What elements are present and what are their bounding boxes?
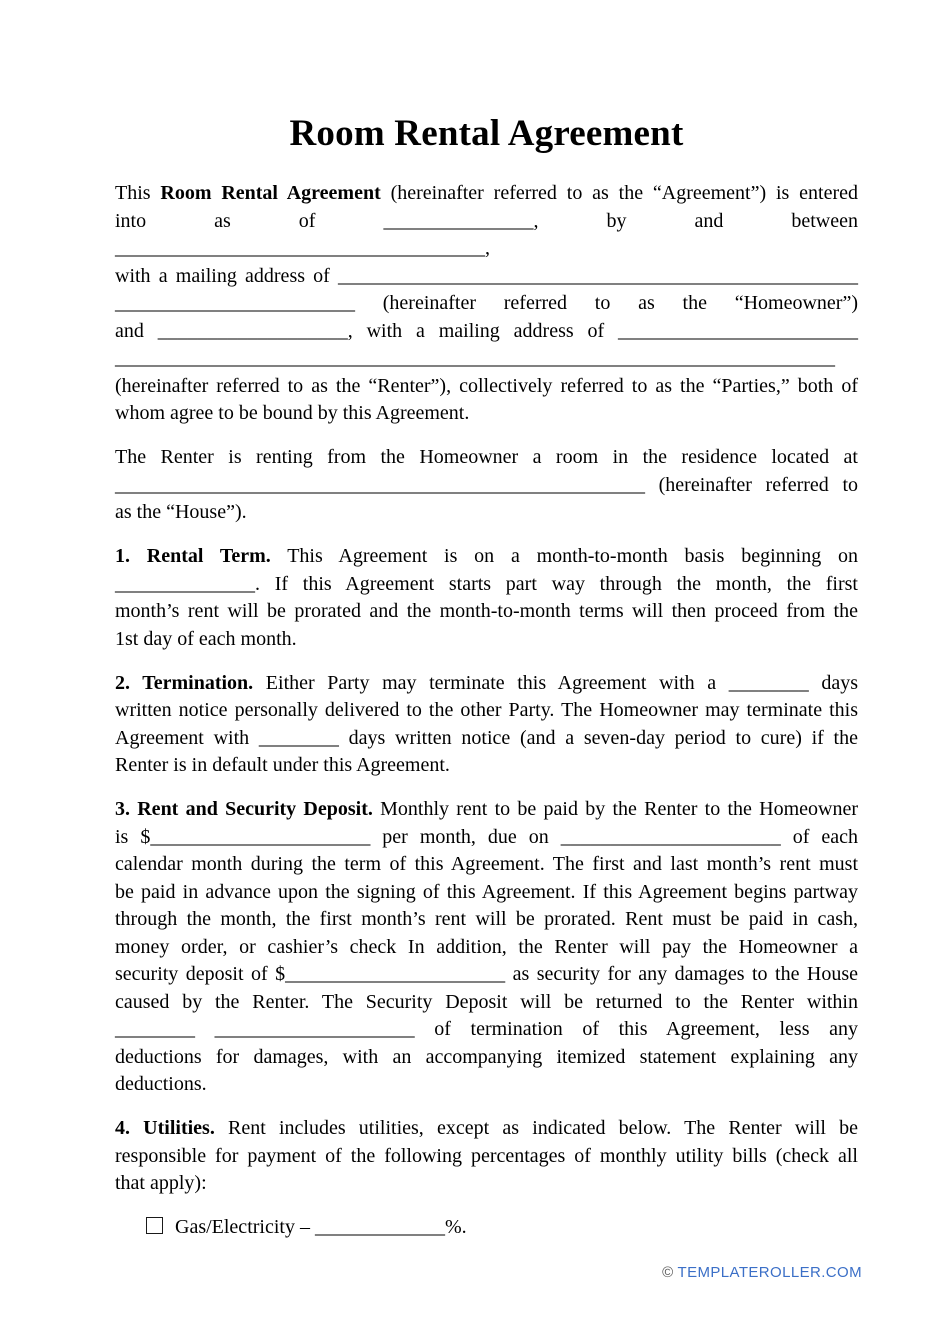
text-line [115,989,858,1017]
text-run: 1st day of each month. [115,627,297,650]
text-run: responsible for payment of the following percentages of monthly utility bills (check all [115,1144,858,1167]
blank-field: ________________________ [618,319,858,342]
document-title: Room Rental Agreement [289,113,684,154]
text-run: money order, or cashier’s check In addition, the Renter will pay the Homeowner a [115,935,858,958]
text-run: This Agreement is on a month-to-month basis beginning on [270,545,859,567]
text-run: , [485,237,490,259]
text-run: Either Party may terminate this Agreement with a [253,671,729,694]
text-line [115,598,858,626]
text-run: The Renter is renting from the Homeowner a room in the residence located at [115,446,858,468]
text-run: through the month, the first month’s rent will be prorated. Rent must be paid in cash, [115,908,858,930]
blank-field: ______________________ [560,825,781,848]
text-line [115,1170,858,1198]
text-line [115,879,858,907]
blank-field: ________________________ [115,292,355,314]
blank-field: ______________ [115,572,255,595]
text-run: per month, due on [370,825,561,848]
checkbox-item-suffix: %. [444,1216,467,1238]
text-run: Renter is in default under this Agreement. [115,754,450,776]
text-run: with a mailing address of [115,264,338,287]
text-line [115,697,858,725]
text-line [115,906,858,934]
text-run: as the “House”). [115,501,247,523]
text-line [115,670,858,698]
bold-text-run: 3. Rent and Security Deposit. [115,798,373,820]
text-line [115,851,858,879]
text-line [115,444,858,472]
text-line [115,626,858,654]
blank-field: ________ [115,1018,195,1040]
text-run: security deposit of $ [115,963,286,985]
text-run: days written notice (and a seven-day period to cure) if the [338,726,858,749]
text-run: of each [780,825,858,848]
text-run: be paid in advance upon the signing of this Agreement. If this Agreement begins partway [115,880,858,903]
text-run: as security for any damages to the House [505,963,859,985]
copyright-icon: © [662,1264,674,1281]
utilities-checklist-item-gas-electricity [115,1214,858,1242]
text-line [115,499,858,527]
text-line [115,824,858,852]
bold-text-run: 2. Termination. [115,671,254,694]
text-line [115,1071,858,1099]
text-run: Rent includes utilities, except as indicated below. The Renter will be [214,1117,859,1139]
text-line [115,1044,858,1072]
text-run: of termination of this Agreement, less any [414,1018,858,1040]
gas-electricity-checkbox[interactable] [146,1217,163,1234]
text-line [115,1016,858,1044]
text-line [115,290,858,318]
text-line [115,208,858,263]
blank-field: ________ [258,726,339,749]
blank-field: ______________________ [150,825,371,848]
document-body [115,180,858,1198]
text-run: (hereinafter referred to as the “Renter”), collectively referred to as the “Parties,” both of [115,374,858,397]
text-run: caused by the Renter. The Security Deposit will be returned to the Renter within [115,990,858,1013]
text-run: . If this Agreement starts part way through the month, the first [255,572,858,595]
text-line [115,263,858,291]
bold-text-run: 4. Utilities. [115,1117,215,1139]
text-line [115,961,858,989]
bold-text-run: 1. Rental Term. [115,545,271,567]
text-run: Monthly rent to be paid by the Renter to the Homeowner [372,798,859,820]
text-line [115,543,858,571]
blank-field: _____________________________________________________ [115,473,645,496]
text-run: whom agree to be bound by this Agreement. [115,402,470,424]
text-line [115,373,858,401]
text-line [115,796,858,824]
text-run: Agreement with [115,726,259,749]
text-line [115,1115,858,1143]
text-run: deductions. [115,1073,207,1095]
checkbox-item-label: Gas/Electricity – [175,1216,315,1238]
premises-paragraph [115,444,858,527]
text-run: (hereinafter referred to as the “Homeowner”) [355,292,858,314]
text-line [115,318,858,346]
text-run: is $ [115,825,151,848]
text-run: written notice personally delivered to the other Party. The Homeowner may terminate this [115,699,858,721]
blank-field: ____________________ [214,1018,415,1040]
text-line [115,1143,858,1171]
text-line [115,180,858,208]
text-run: calendar month during the term of this Agreement. The first and last month’s rent must [115,853,858,875]
text-line [115,725,858,753]
section-4-utilities [115,1115,858,1198]
text-run: deductions for damages, with an accompanying itemized statement explaining any [115,1045,858,1068]
text-run: into as of [115,209,384,232]
blank-field: ____________________________________________________ [338,264,858,287]
text-run [195,1018,215,1040]
bold-text-run: Room Rental Agreement [160,182,381,204]
blank-field: ______________________ [285,963,506,985]
blank-field: ___________________ [157,319,348,342]
text-line [115,400,858,428]
blank-field: ________________________________________________________________________ [115,347,835,369]
text-run: This [115,182,161,204]
text-run: (hereinafter referred to as the “Agreement”) is entered [380,182,858,204]
text-run: , by and between [533,209,858,232]
text-line [115,571,858,599]
text-line [115,934,858,962]
text-run: and [115,319,158,342]
text-run: (hereinafter referred to [645,473,858,496]
blank-field: _____________ [314,1216,445,1238]
text-run: , with a mailing address of [347,319,618,342]
text-line [115,472,858,500]
text-run: month’s rent will be prorated and the month-to-month terms will then proceed from the [115,600,858,622]
text-line [115,345,858,373]
blank-field: ________ [728,671,809,694]
text-run: days [808,671,858,694]
section-3-rent-and-security-deposit [115,796,858,1099]
intro-paragraph [115,180,858,428]
text-run: that apply): [115,1172,207,1194]
section-1-rental-term [115,543,858,653]
blank-field: _____________________________________ [115,237,485,259]
text-line [115,752,858,780]
footer-link[interactable]: TEMPLATEROLLER.COM [677,1264,862,1281]
footer [662,1264,862,1281]
section-2-termination [115,670,858,780]
blank-field: _______________ [383,209,534,232]
